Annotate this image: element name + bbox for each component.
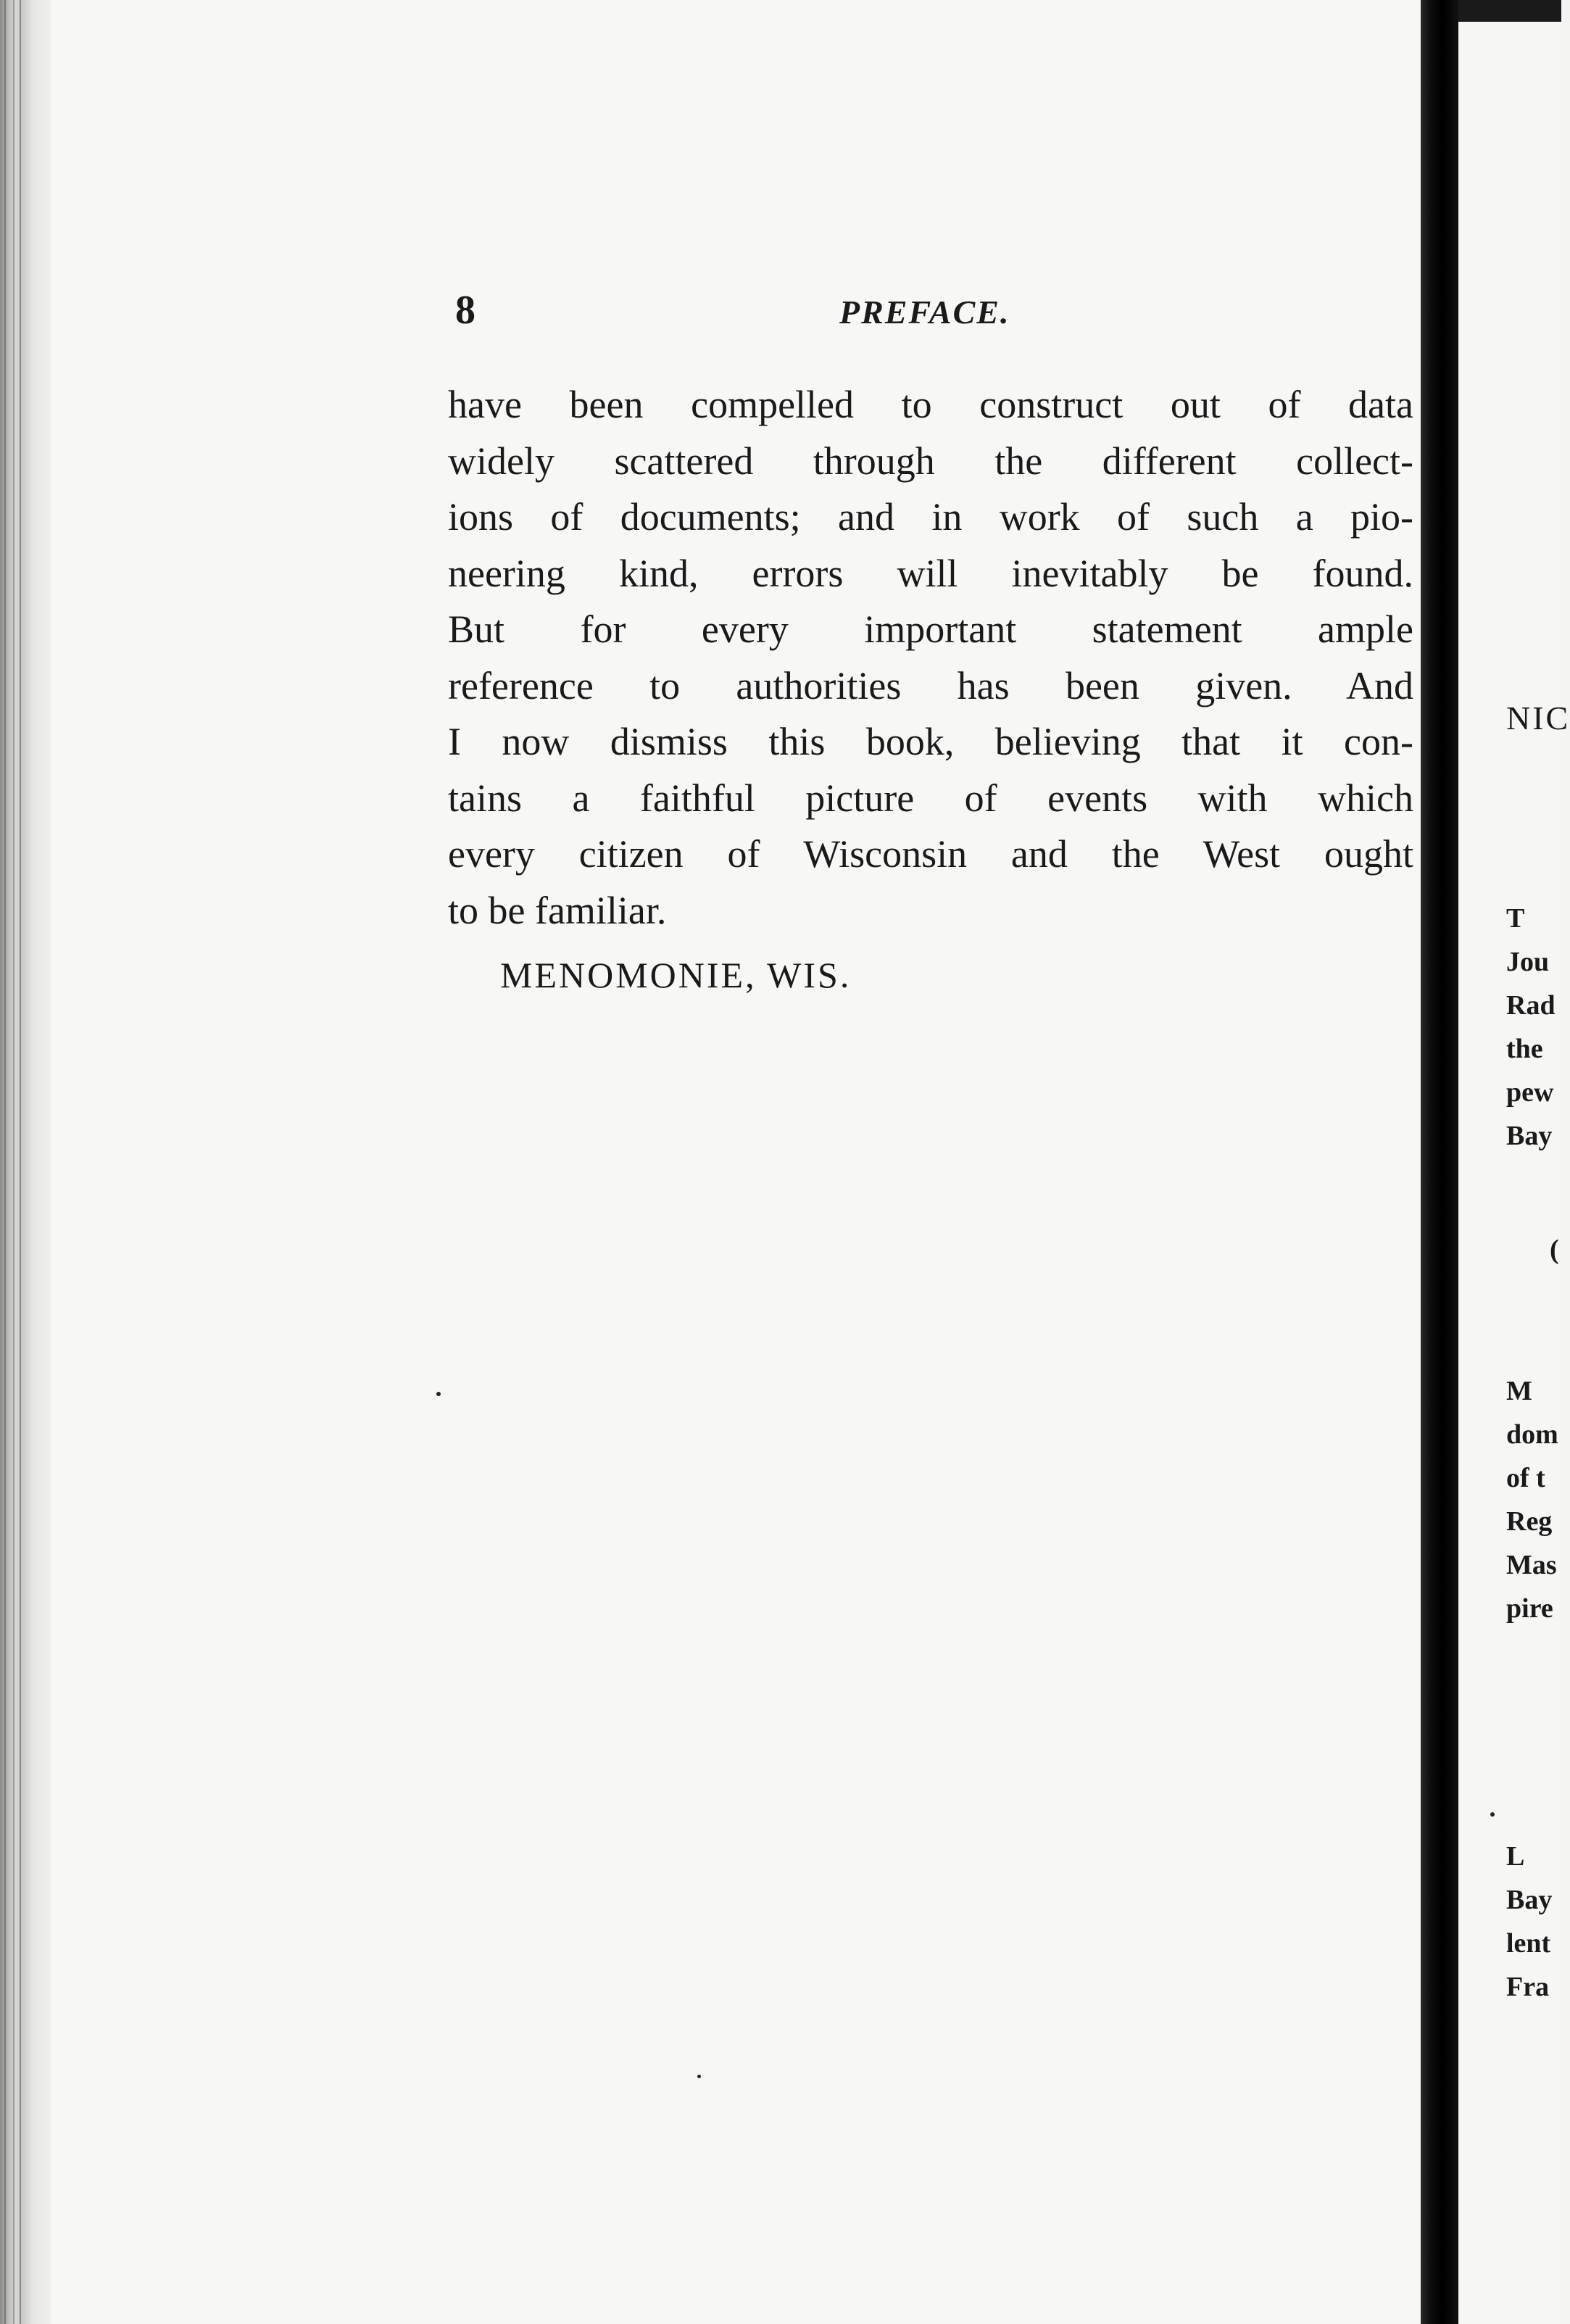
- right-page-text-fragment: Rad: [1506, 990, 1556, 1021]
- paper-speck: [1490, 1812, 1495, 1817]
- text-line: I now dismiss this book, believing that it con-: [448, 720, 1413, 763]
- book-gutter: [1421, 0, 1458, 2324]
- text-line: ions of documents; and in work of such a pio-: [448, 495, 1413, 539]
- right-page-text-fragment: Reg: [1506, 1506, 1553, 1537]
- right-page-text-fragment: Bay: [1506, 1885, 1553, 1915]
- text-line: have been compelled to construct out of data: [448, 383, 1413, 426]
- text-line: reference to authorities has been given. And: [448, 663, 1413, 707]
- text-line: neering kind, errors will inevitably be found.: [448, 551, 1413, 595]
- text-line: tains a faithful picture of events with which: [448, 776, 1413, 820]
- running-head: PREFACE.: [839, 294, 1010, 331]
- text-line: every citizen of Wisconsin and the West ought: [448, 832, 1413, 876]
- text-line: widely scattered through the different collect-: [448, 439, 1413, 483]
- right-page-text-fragment: Mas: [1506, 1550, 1557, 1580]
- page-stack-edge: [0, 0, 51, 2324]
- right-page-text-fragment: L: [1506, 1841, 1525, 1872]
- right-page-text-fragment: of t: [1506, 1463, 1545, 1493]
- right-page-text-fragment: pire: [1506, 1593, 1553, 1624]
- paper-speck: [436, 1392, 441, 1396]
- preface-text: [448, 377, 1413, 939]
- text-line: But for every important statement ample: [448, 607, 1413, 651]
- right-page-text-fragment: T: [1506, 903, 1525, 934]
- right-page-marker-fragment: (: [1550, 1234, 1559, 1265]
- right-page-text-fragment: pew: [1506, 1077, 1554, 1108]
- text-line: to be familiar.: [448, 888, 667, 932]
- place-signature: MENOMONIE, WIS.: [500, 955, 852, 995]
- right-page-text-fragment: dom: [1506, 1419, 1558, 1450]
- left-page: [51, 0, 1421, 2324]
- page-number: 8: [455, 288, 475, 333]
- right-page-text-fragment: Fra: [1506, 1972, 1550, 2002]
- right-page-text-fragment: lent: [1506, 1928, 1551, 1959]
- right-page-text-fragment: Jou: [1506, 947, 1550, 977]
- right-page-text-fragment: Bay: [1506, 1121, 1553, 1151]
- right-page-heading-fragment: NIC: [1506, 700, 1570, 736]
- right-page-text-fragment: M: [1506, 1376, 1532, 1406]
- paper-speck: [697, 2075, 701, 2078]
- right-page-text-fragment: the: [1506, 1034, 1543, 1064]
